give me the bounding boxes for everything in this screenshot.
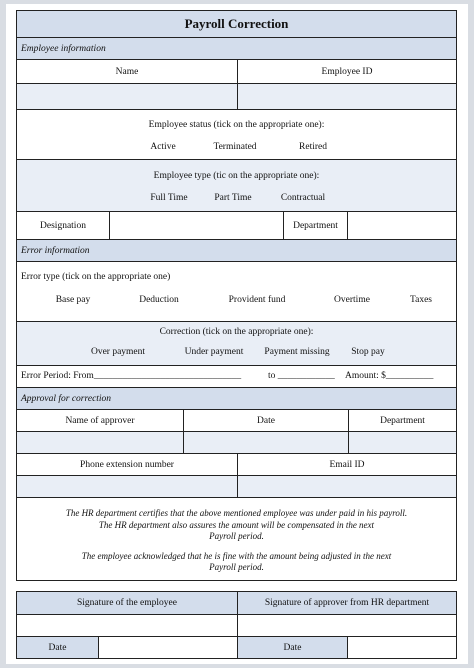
approval-section-label: Approval for correction — [21, 393, 112, 404]
contact-input-row — [17, 475, 456, 497]
error-option-base-pay[interactable]: Base pay — [55, 295, 91, 305]
approver-name-label-cell — [17, 410, 183, 431]
name-label: Name — [115, 66, 139, 77]
employee-date-label-cell — [17, 637, 98, 658]
type-option-contractual[interactable]: Contractual — [280, 193, 326, 203]
department-field[interactable] — [347, 212, 456, 239]
error-option-overtime[interactable]: Overtime — [334, 295, 370, 305]
correction-section — [17, 321, 456, 365]
employee-signature-field[interactable] — [17, 615, 237, 636]
approver-date-label-cell — [237, 637, 347, 658]
approver-name-label: Name of approver — [65, 415, 135, 426]
employee-info-section-header — [17, 37, 456, 59]
error-type-heading: Error type (tick on the appropriate one) — [21, 272, 171, 282]
email-id-label: Email ID — [329, 459, 365, 470]
signature-date-row — [17, 636, 456, 658]
approval-department-label-cell — [348, 410, 456, 431]
approver-signature-label: Signature of approver from HR department — [264, 598, 430, 608]
approver-header-row — [17, 409, 456, 431]
correction-option-over-payment[interactable]: Over payment — [90, 347, 146, 357]
amount-label: Amount: $ — [345, 371, 386, 381]
approval-department-field[interactable] — [348, 432, 456, 453]
form-title: Payroll Correction — [184, 16, 289, 31]
type-option-part-time[interactable]: Part Time — [214, 193, 252, 203]
employee-info-section-label: Employee information — [21, 43, 106, 54]
name-field[interactable] — [17, 84, 237, 109]
employee-type-heading: Employee type (tic on the appropriate one): — [153, 171, 320, 181]
employee-name-id-input-row — [17, 83, 456, 109]
email-label-cell — [237, 454, 456, 475]
certification-line-1: The HR department certifies that the above mentioned employee was under paid in his payroll. — [65, 508, 408, 518]
amount-field[interactable]: __________ — [385, 371, 434, 381]
error-option-deduction[interactable]: Deduction — [139, 295, 179, 305]
approval-department-label: Department — [380, 415, 425, 426]
employee-id-label: Employee ID — [321, 66, 373, 77]
error-type-section — [17, 261, 456, 321]
signature-header-row — [17, 592, 456, 614]
phone-extension-field[interactable] — [17, 476, 237, 497]
approver-signature-field[interactable] — [237, 615, 456, 636]
phone-extension-label: Phone extension number — [80, 459, 174, 470]
approval-date-label: Date — [257, 415, 275, 426]
acknowledgement-line-1: The employee acknowledged that he is fine with the amount being adjusted in the next — [81, 550, 392, 561]
approval-date-label-cell — [183, 410, 348, 431]
email-id-field[interactable] — [237, 476, 456, 497]
certification-section — [17, 497, 456, 580]
payroll-correction-form — [6, 4, 468, 664]
phone-label-cell — [17, 454, 237, 475]
status-option-terminated[interactable]: Terminated — [213, 142, 257, 152]
error-option-provident-fund[interactable]: Provident fund — [228, 295, 286, 305]
approver-signature-label-cell — [237, 592, 456, 614]
error-period-row — [17, 365, 456, 387]
main-form-block — [16, 10, 457, 581]
approval-section-header — [17, 387, 456, 409]
error-option-taxes[interactable]: Taxes — [409, 295, 433, 305]
employee-id-label-cell — [237, 60, 456, 83]
correction-option-payment-missing[interactable]: Payment missing — [264, 347, 330, 357]
employee-status-heading: Employee status (tick on the appropriate one): — [148, 120, 325, 130]
department-label: Department — [293, 220, 338, 231]
approver-signature-date-label: Date — [283, 642, 302, 653]
contact-header-row — [17, 453, 456, 475]
error-period-to-label: to — [268, 371, 276, 381]
employee-status-section — [17, 109, 456, 159]
employee-id-field[interactable] — [237, 84, 456, 109]
designation-field[interactable] — [109, 212, 283, 239]
designation-label-cell — [17, 212, 109, 239]
employee-signature-label-cell — [17, 592, 237, 614]
approval-date-field[interactable] — [183, 432, 348, 453]
error-info-section-label: Error information — [21, 245, 90, 256]
employee-name-id-header-row — [17, 59, 456, 83]
employee-type-section — [17, 159, 456, 211]
correction-option-under-payment[interactable]: Under payment — [184, 347, 244, 357]
status-option-retired[interactable]: Retired — [299, 142, 327, 152]
employee-signature-date-field[interactable] — [98, 637, 237, 658]
signature-block — [16, 591, 457, 659]
employee-signature-date-label: Date — [48, 642, 67, 653]
correction-option-stop-pay[interactable]: Stop pay — [351, 347, 385, 357]
acknowledgement-line-2: Payroll period. — [209, 562, 264, 572]
error-period-to-field[interactable]: ____________ — [277, 371, 335, 381]
approver-input-row — [17, 431, 456, 453]
status-option-active[interactable]: Active — [150, 142, 176, 152]
signature-input-row — [17, 614, 456, 636]
designation-department-row — [17, 211, 456, 239]
department-label-cell — [283, 212, 347, 239]
type-option-full-time[interactable]: Full Time — [150, 193, 188, 203]
error-info-section-header — [17, 239, 456, 261]
approver-signature-date-field[interactable] — [347, 637, 456, 658]
correction-heading: Correction (tick on the appropriate one): — [159, 327, 314, 337]
certification-line-3: Payroll period. — [209, 531, 264, 541]
error-period-from-field[interactable]: _______________________________ — [93, 371, 242, 381]
name-label-cell — [17, 60, 237, 83]
form-title-bar — [17, 11, 456, 37]
designation-label: Designation — [40, 220, 86, 231]
error-period-from-label: Error Period: From — [21, 371, 94, 381]
employee-signature-label: Signature of the employee — [77, 598, 177, 608]
approver-name-field[interactable] — [17, 432, 183, 453]
certification-line-2: The HR department also assures the amount will be compensated in the next — [98, 519, 375, 530]
